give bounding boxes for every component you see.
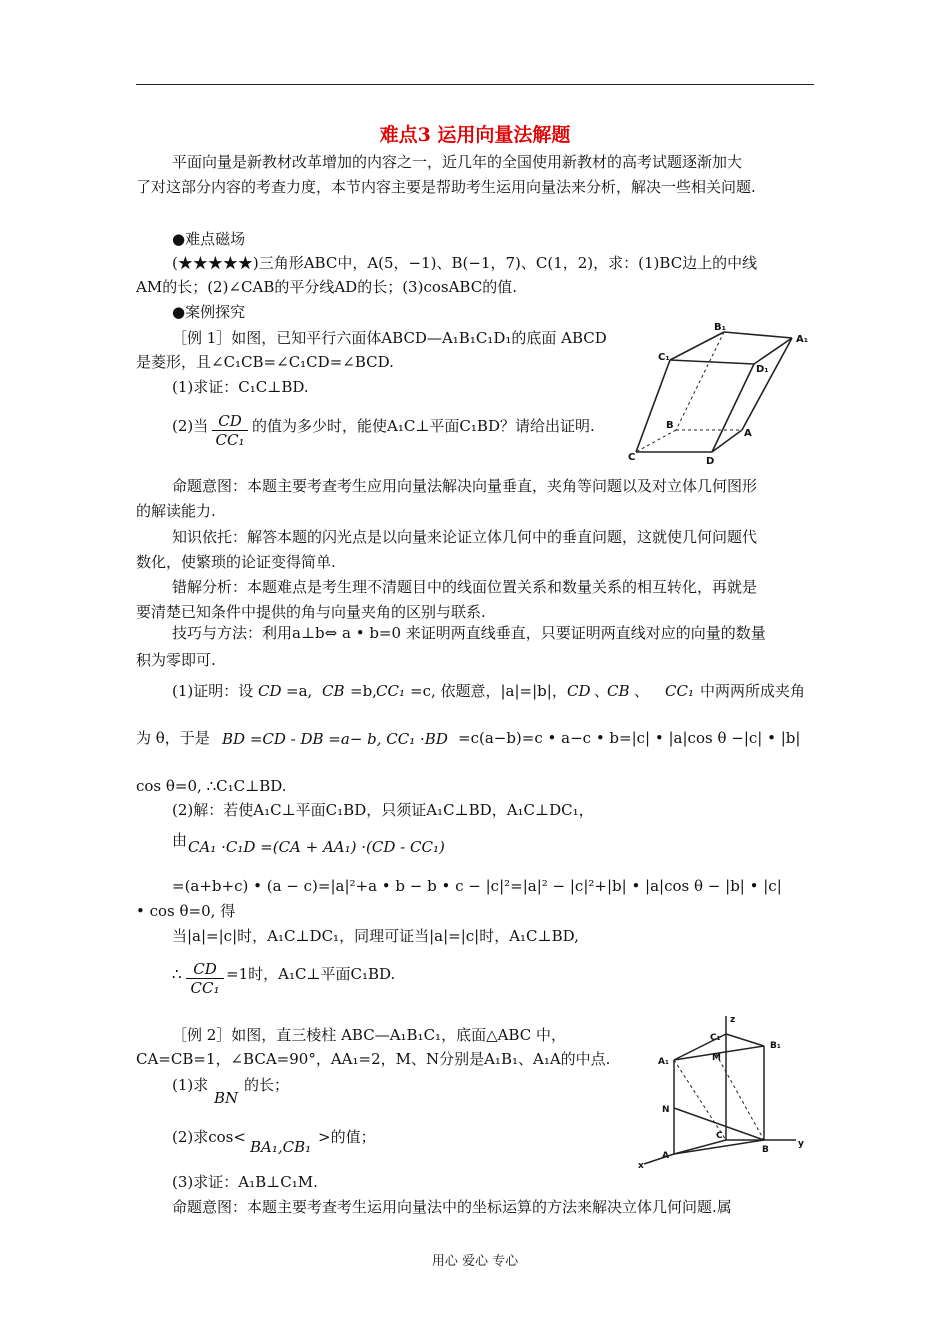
problem-line-2: AM的长；(2)∠CAB的平分线AD的长；(3)cosABC的值. [136,278,517,296]
proof-3: cos θ=0, ∴C₁C⊥BD. [136,777,287,795]
proof-2-b: =c(a−b)=c • a−c • b=|c| • |a|cos θ −|c| • |b| [458,729,801,747]
solve-2: (2)解：若使A₁C⊥平面C₁BD，只须证A₁C⊥BD，A₁C⊥DC₁， [172,801,594,819]
ex1-intent-2: 的解读能力. [136,502,216,520]
ex2-q3: (3)求证：A₁B⊥C₁M. [172,1173,318,1191]
proof-1-e: 、 [594,682,610,700]
fraction-numerator: CD [212,412,248,431]
page-title: 难点3 运用向量法解题 [379,124,571,146]
fig2-label: C₁ [710,1033,721,1043]
fig2-label: B [762,1145,769,1155]
ex2-q2-a: (2)求cos< [172,1128,246,1146]
vec-cd-1: CD [258,682,282,700]
ex2-q1-a: (1)求 [172,1076,209,1094]
fig1-label: C [628,452,636,463]
fig2-label: A₁ [658,1057,669,1067]
solve-7-b: =1时，A₁C⊥平面C₁BD. [226,965,396,983]
prism-figure [634,1012,814,1172]
fig1-label: B [666,420,674,431]
solve-7-a: ∴ [172,965,182,983]
solve-5: • cos θ=0, 得 [136,902,236,920]
vec-cc1-1: CC₁ [376,682,405,700]
ex2-intent: 命题意图：本题主要考查考生运用向量法中的坐标运算的方法来解决立体几何问题.属 [172,1198,732,1216]
ex1-know-2: 数化，使繁琐的论证变得简单. [136,553,336,571]
ex1-tech-2: 积为零即可. [136,651,216,669]
fig2-label: C [716,1131,723,1141]
proof-1-d: =c, 依题意，|a|=|b|， [410,682,567,700]
ex2-q1-b: 的长； [244,1076,290,1094]
vec-cc1-2: CC₁ [665,682,694,700]
fig2-label: x [638,1161,644,1171]
ex2-line-2: CA=CB=1，∠BCA=90°，AA₁=2，M、N分别是A₁B₁、A₁A的中点. [136,1050,611,1068]
section-magnet: ●难点磁场 [172,230,246,248]
vec-cb-1: CB [322,682,345,700]
proof-2-a: 为 θ，于是 [136,729,210,747]
intro-line-1: 平面向量是新教材改革增加的内容之一，近几年的全国使用新教材的高考试题逐渐加大 [172,153,743,171]
ex1-fraction [212,412,248,449]
ex1-intent-1: 命题意图：本题主要考查考生应用向量法解决向量垂直，夹角等问题以及对立体几何图形 [172,477,758,495]
vec-ca1-expr: CA₁ ·C₁D =(CA + AA₁) ·(CD - CC₁) [188,838,445,856]
solve-6: 当|a|=|c|时，A₁C⊥DC₁，同理可证当|a|=|c|时，A₁C⊥BD, [172,927,579,945]
ex2-q2-b: >的值； [318,1128,376,1146]
fig1-label: A₁ [796,334,809,345]
fig2-label: y [798,1139,804,1149]
fig2-label: B₁ [770,1041,781,1051]
ex2-line-1: ［例 2］如图，直三棱柱 ABC—A₁B₁C₁，底面△ABC 中， [172,1026,566,1044]
ex1-q2-a: (2)当 [172,417,209,435]
fig1-label: D [706,456,715,467]
ex1-know-1: 知识依托：解答本题的闪光点是以向量来论证立体几何中的垂直问题，这就使几何问题代 [172,528,758,546]
fraction-numerator: CD [186,960,224,979]
top-rule [136,84,814,85]
problem-line-1: (★★★★★)三角形ABC中，A(5，−1)、B(−1，7)、C(1，2)，求：(1)BC边上的中线 [172,254,758,272]
page-footer: 用心 爱心 专心 [431,1254,519,1269]
solve-3: 由 [172,831,188,849]
vec-bn: BN [214,1089,239,1107]
fraction-denominator: CC₁ [215,431,245,449]
vec-cb-2: CB [607,682,630,700]
fig1-label: A [744,428,752,439]
vec-bd-expr: BD =CD - DB =a− b, CC₁ ·BD [222,730,448,748]
ex1-q2-b: 的值为多少时，能使A₁C⊥平面C₁BD？请给出证明. [252,417,595,435]
fig2-label: z [730,1015,736,1025]
fig2-label: M [712,1053,721,1063]
parallelepiped-figure [622,320,814,468]
proof-1-b: =a, [286,682,313,700]
ex1-err-2: 要清楚已知条件中提供的角与向量夹角的区别与联系. [136,603,486,621]
solve-4: =(a+b+c) • (a − c)=|a|²+a • b − b • c − |c|²=|a|² − |c|²+|b| • |a|cos θ − |b| • |c| [172,877,782,895]
ex1-err-1: 错解分析：本题难点是考生理不清题目中的线面位置关系和数量关系的相互转化，再就是 [172,578,758,596]
fraction-denominator: CC₁ [190,979,220,997]
section-cases: ●案例探究 [172,303,246,321]
proof-1-g: 中两两所成夹角 [700,682,806,700]
vec-cd-2: CD [567,682,591,700]
ex1-tech-1: 技巧与方法：利用a⊥b⇔ a • b=0 来证明两直线垂直，只要证明两直线对应的向量的数量 [172,624,766,642]
ex1-q1: (1)求证：C₁C⊥BD. [172,378,309,396]
fig2-label: A [662,1151,669,1161]
proof-1-f: 、 [634,682,650,700]
fig2-label: N [662,1105,670,1115]
vec-ba1-cb1: BA₁,CB₁ [250,1138,312,1156]
fig1-label: B₁ [714,322,727,333]
fig1-label: C₁ [658,352,670,363]
ex1-line-2: 是菱形，且∠C₁CB=∠C₁CD=∠BCD. [136,353,394,371]
intro-line-2: 了对这部分内容的考查力度，本节内容主要是帮助考生运用向量法来分析，解决一些相关问题. [136,178,756,196]
solve-fraction [186,960,224,997]
ex1-line-1: ［例 1］如图，已知平行六面体ABCD—A₁B₁C₁D₁的底面 ABCD [172,329,607,347]
proof-1-c: =b, [350,682,377,700]
fig1-label: D₁ [756,364,769,375]
proof-1-a: (1)证明：设 [172,682,254,700]
